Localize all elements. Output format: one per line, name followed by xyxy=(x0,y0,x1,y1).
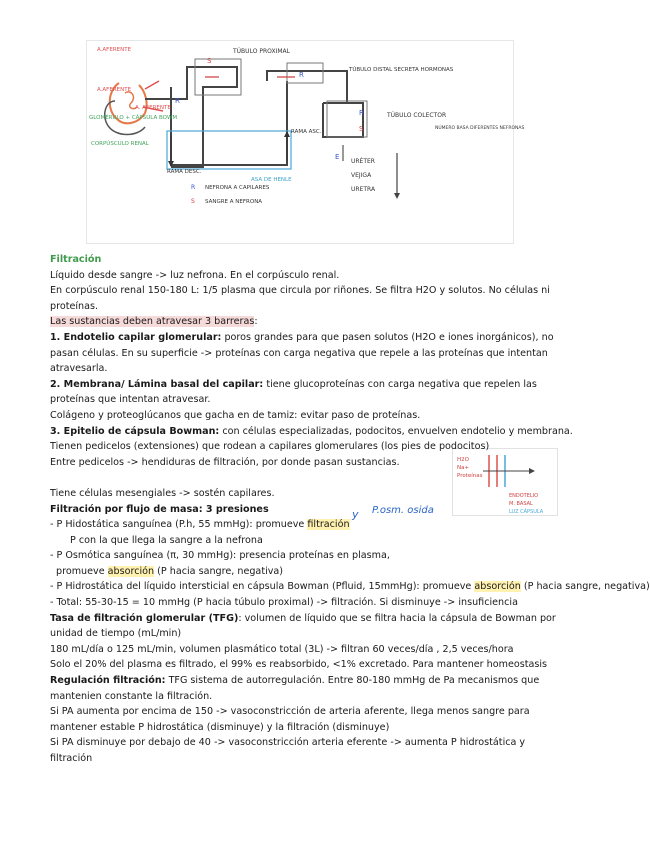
pressure-3 xyxy=(50,579,650,595)
note-line: Líquido desde sangre -> luz nefrona. En el corpúsculo renal. xyxy=(50,269,340,281)
reg-text: TFG sistema de autorregulación. Entre 80-180 mmHg de Pa mecanismos que mantenien constante la filtración. xyxy=(50,675,540,702)
barrier-3-head: 3. Epitelio de cápsula Bowman: xyxy=(50,425,220,437)
pressure-1-text: - P Hidostática sanguínea (P.h, 55 mmHg): promueve xyxy=(50,519,308,531)
tfg-text: : volumen de líquido que se filtra hacia la cápsula de Bowman por unidad de tiempo (mL/min) xyxy=(50,612,556,640)
label-rama-desc: RAMA DESC. xyxy=(167,169,202,175)
barrier-1-text: poros grandes para que pasen solutos (H2O e iones inorgánicos), no pasan células. En su superficie -> proteínas con carga negativa que repele a las proteínas que intentan atravesarla. xyxy=(50,331,554,375)
handwriting-y: y xyxy=(352,508,359,521)
section-title xyxy=(50,252,570,268)
marker-e: E xyxy=(335,153,340,161)
tfg-head: Tasa de filtración glomerular (TFG) xyxy=(50,612,239,624)
handwriting-posm: P.osm. osida xyxy=(372,505,434,516)
label-colector-note: NÚMERO BASA DIFERENTES NEFRONAS xyxy=(435,126,525,131)
collecting-duct xyxy=(323,103,363,137)
pressure-3-b: (P hacia sangre, negativa) xyxy=(520,581,650,593)
label-rama-asc: RAMA ASC. xyxy=(291,129,322,135)
label-uretra: URETRA xyxy=(351,186,376,193)
note-line: - Total: 55-30-15 = 10 mmHg (P hacia túbulo proximal) -> filtración. Si disminuye -> insuficiencia xyxy=(50,597,518,609)
barrier-label-h2o: H2O xyxy=(457,457,469,463)
note-line: Colágeno y proteoglúcanos que gacha en de tamiz: evitar paso de proteínas. xyxy=(50,409,421,421)
loop-of-henle xyxy=(171,81,287,165)
highlight-absorcion-1: absorción xyxy=(107,565,155,577)
flujo-head: Filtración por flujo de masa: 3 presiones xyxy=(50,503,269,515)
pressure-2: - P Osmótica sanguínea (π, 30 mmHg): presencia proteínas en plasma, xyxy=(50,550,390,562)
barrier-1-head: 1. Endotelio capilar glomerular: xyxy=(50,331,222,343)
note-line: Tienen pedicelos (extensiones) que rodean a capilares glomerulares (los pies de podocitos) xyxy=(50,441,490,453)
reg-head: Regulación filtración: xyxy=(50,675,166,687)
note-line: Tiene células mesengiales -> sostén capilares. xyxy=(50,487,275,499)
nephron-diagram-svg xyxy=(87,41,525,243)
label-arteriole-top-2: A.AFERENTE xyxy=(97,87,132,93)
barrier-2-text: tiene glucoproteínas con carga negativa que repelen las proteínas que intentan atravesar. xyxy=(50,378,537,406)
barreras-line xyxy=(50,314,570,330)
tfg-def xyxy=(50,611,570,642)
barrier-2-head: 2. Membrana/ Lámina basal del capilar: xyxy=(50,378,264,390)
label-arteriole-bottom: A. AFERENTE xyxy=(135,105,171,111)
regulacion xyxy=(50,673,570,704)
pressure-1 xyxy=(50,517,570,533)
flujo-heading xyxy=(50,502,570,518)
note-line: 180 mL/día o 125 mL/min, volumen plasmático total (3L) -> filtran 60 veces/día , 2,5 veces/hora xyxy=(50,643,514,655)
note-line: Entre pedicelos -> hendiduras de filtración, por donde pasan sustancias. xyxy=(50,456,400,468)
marker-r-collector: R xyxy=(359,109,364,117)
note-line: Solo el 20% del plasma es filtrado, el 99% es reabsorbido, <1% excretado. Para mantener homeostasis xyxy=(50,659,548,671)
pressure-3-text: - P Hidrostática del líquido intersticial en cápsula Bowman (Pfluid, 15mmHg): promueve xyxy=(50,581,475,593)
note-line: Si PA disminuye por debajo de 40 -> vasoconstricción arteria eferente -> aumenta P hidrostática y filtración xyxy=(50,737,526,764)
barrier-1 xyxy=(50,330,570,377)
title-filtracion: Filtración xyxy=(50,254,102,265)
legend-r-text: NEFRONA A CAPILARES xyxy=(205,185,270,191)
marker-s: S xyxy=(207,57,212,65)
barrier-label-proteinas: Proteínas xyxy=(457,473,483,479)
label-tubulo-colector: TÚBULO COLECTOR xyxy=(387,112,447,119)
label-tubulo-proximal: TÚBULO PROXIMAL xyxy=(233,48,290,55)
legend-s-letter: S xyxy=(191,198,195,205)
pressure-2-b1: promueve xyxy=(56,565,108,577)
notes-body xyxy=(50,252,650,767)
highlight-absorcion-2: absorción xyxy=(474,581,521,593)
barrier-3 xyxy=(50,424,573,440)
label-corpusculo: CORPÚSCULO RENAL xyxy=(91,141,149,147)
marker-r: R xyxy=(175,97,180,105)
label-arteriole-top: A.AFERENTE xyxy=(97,47,132,53)
marker-s-collector: S xyxy=(359,125,364,133)
barrier-label-endotelio: ENDOTELIO xyxy=(509,493,539,499)
label-tubulo-distal: TÚBULO DISTAL SECRETA HORMONAS xyxy=(349,67,454,73)
barrier-label-luz: LUZ CÁPSULA xyxy=(509,509,544,515)
note-line: Si PA aumenta por encima de 150 -> vasoconstricción de arteria aferente, llega menos sangre para mantener estable P hidrostática (disminuye) y la filtración (disminuye) xyxy=(50,706,530,733)
spacer xyxy=(50,470,570,486)
note-line: En corpúsculo renal 150-180 L: 1/5 plasma que circula por riñones. Se filtra H2O y solutos. No células ni proteínas. xyxy=(50,285,550,312)
barrier-label-na: Na+ xyxy=(457,465,470,471)
pressure-2-b xyxy=(50,564,570,580)
label-vejiga: VEJIGA xyxy=(351,172,372,179)
label-glomerulo: GLOMÉRULO + CÁPSULA BOWM xyxy=(89,115,178,121)
barreras-highlight: Las sustancias deben atravesar 3 barreras xyxy=(50,316,255,328)
pressure-2-b2: (P hacia sangre, negativa) xyxy=(154,565,284,577)
legend-s-text: SANGRE A NEFRONA xyxy=(205,199,263,205)
label-ureter: URÉTER xyxy=(351,158,375,165)
barrier-2 xyxy=(50,377,570,408)
barrier-3-text: con células especializadas, podocitos, envuelven endotelio y membrana. xyxy=(219,425,573,437)
label-asa-henle: ASA DE HENLE xyxy=(251,177,292,183)
barreras-colon: : xyxy=(254,316,258,328)
distal-tubule xyxy=(267,71,347,103)
note-line: P con la que llega la sangre a la nefrona xyxy=(70,534,263,546)
legend-r-letter: R xyxy=(191,184,196,191)
highlight-filtracion: filtración xyxy=(307,519,350,531)
barrier-label-mbasal: M. BASAL xyxy=(509,501,533,507)
nephron-diagram xyxy=(86,40,525,244)
marker-r-distal: R xyxy=(299,71,304,79)
